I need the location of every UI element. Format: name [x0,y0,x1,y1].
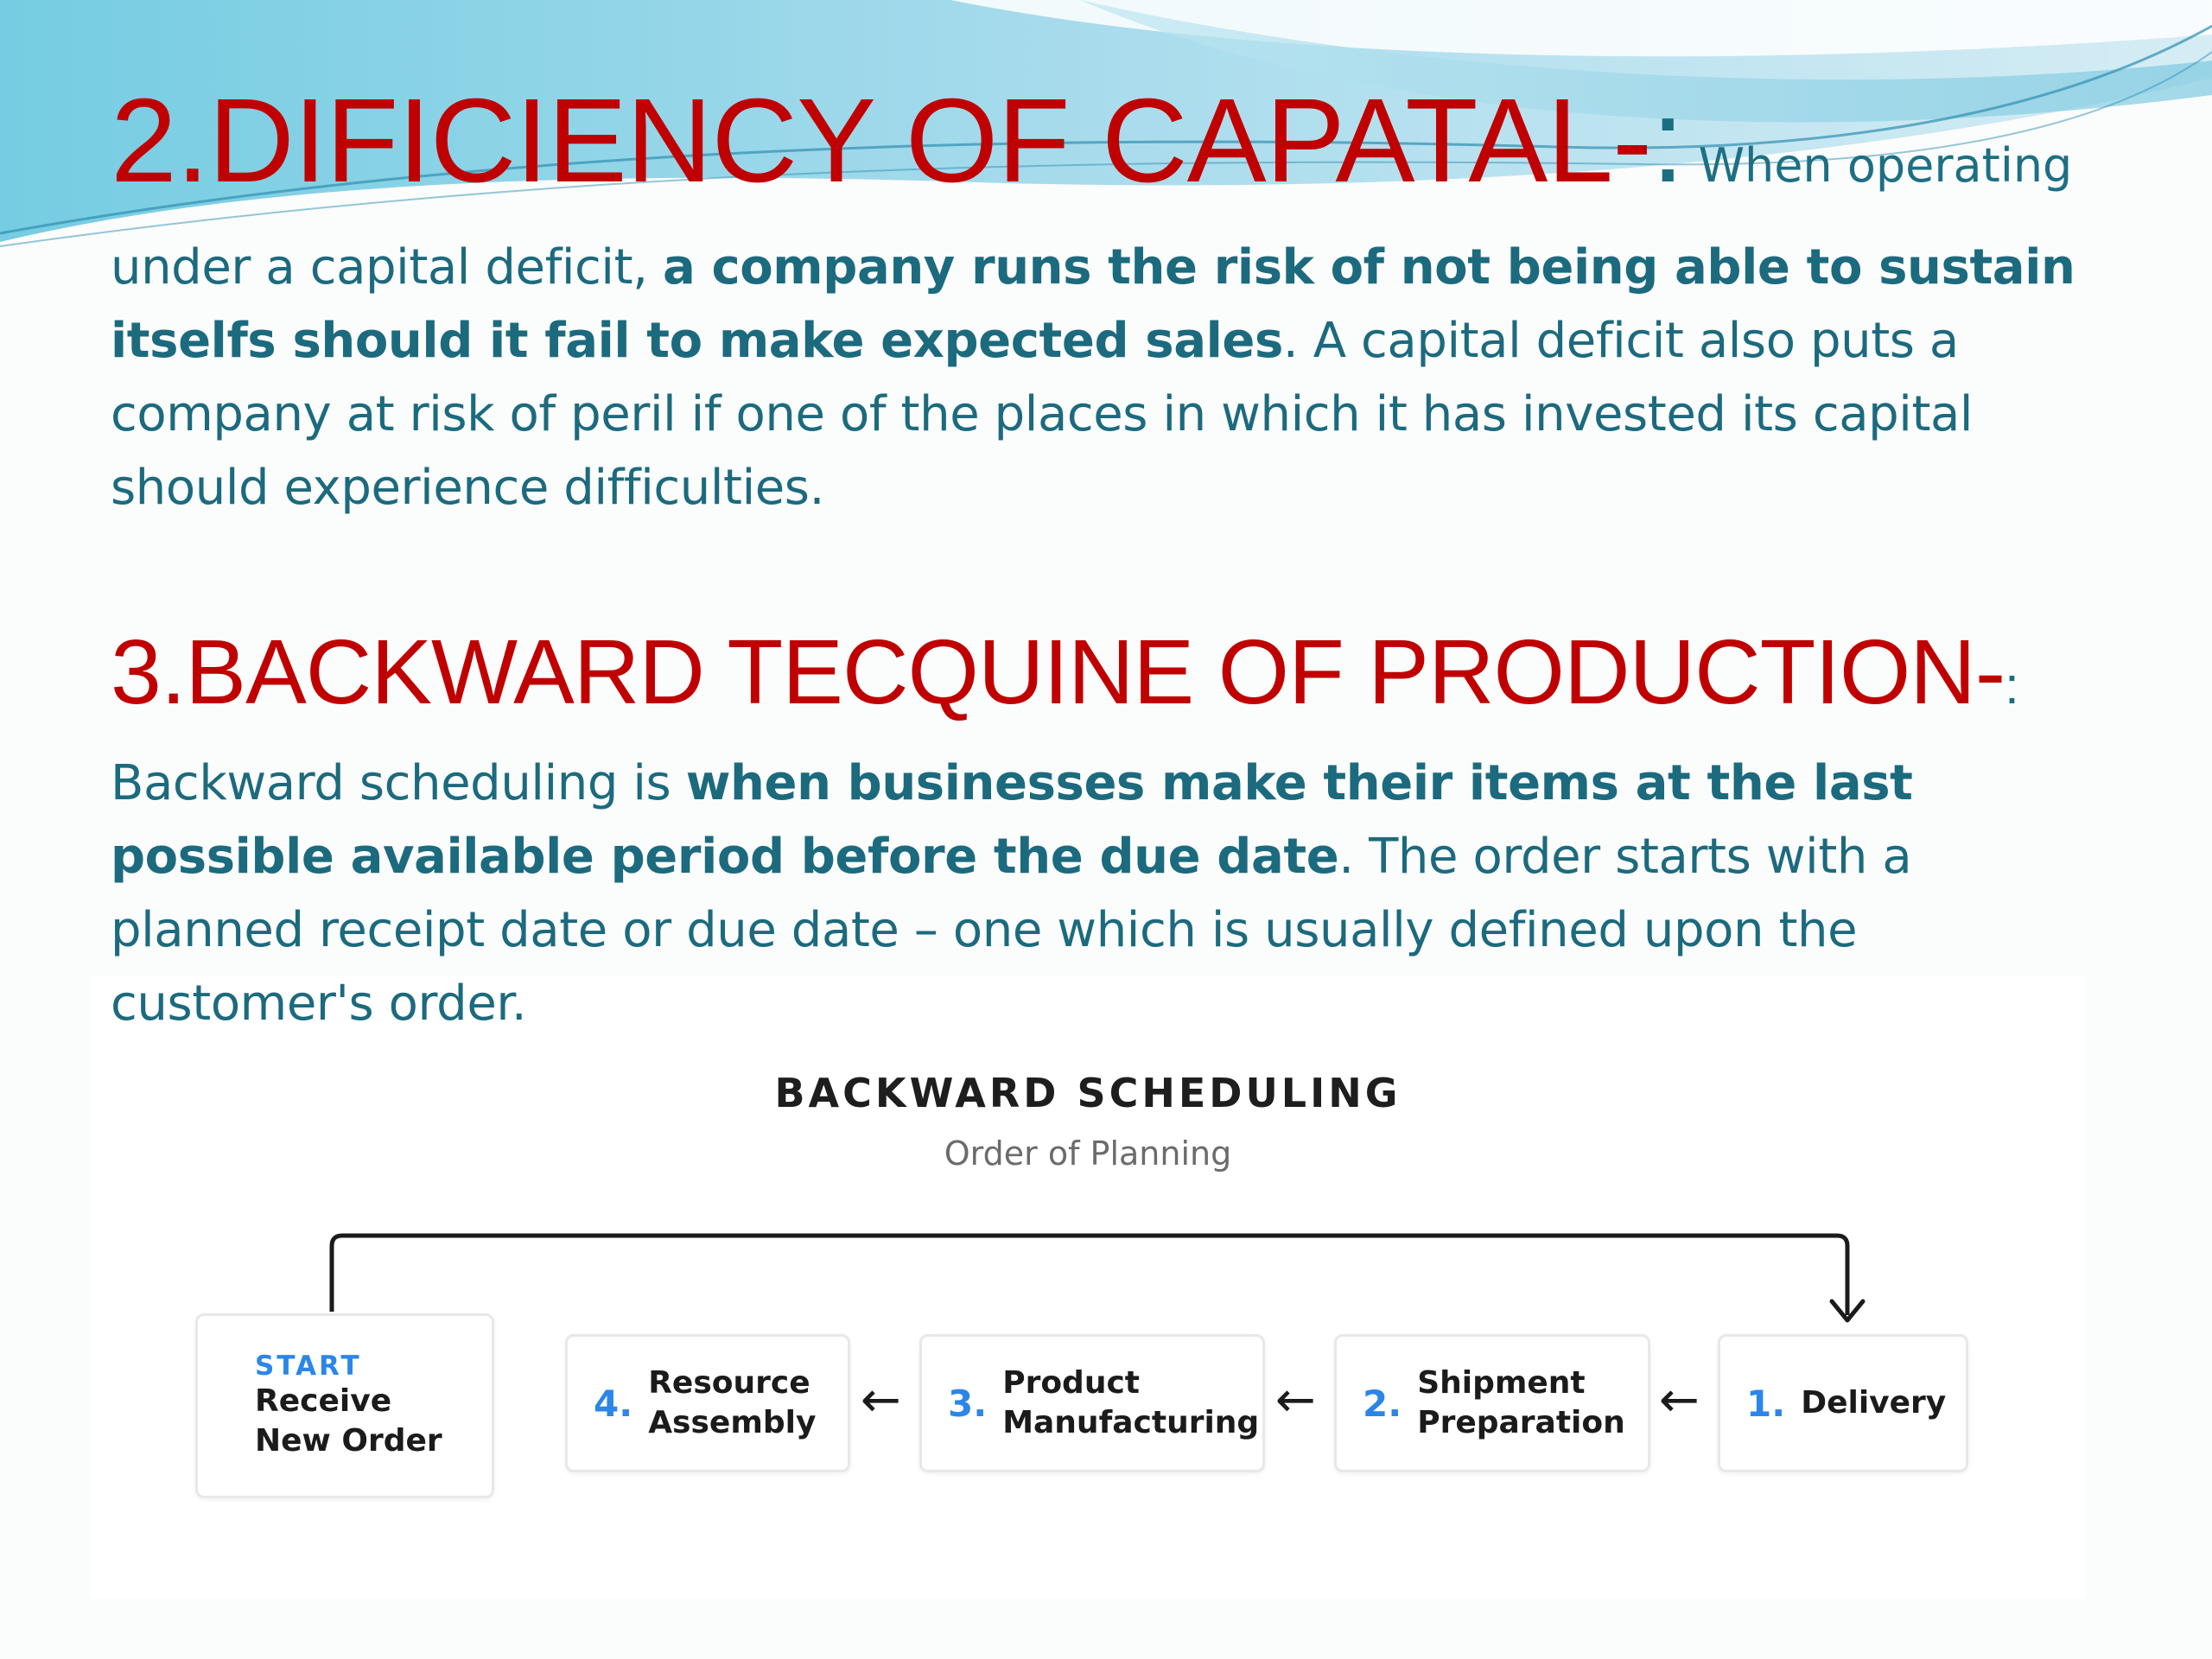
arrow-left-icon: ← [1275,1372,1316,1428]
diagram-subtitle: Order of Planning [944,1135,1232,1173]
diagram-title: BACKWARD SCHEDULING [774,1070,1402,1116]
start-line-1: Receive [255,1383,392,1419]
arrow-left-icon: ← [1659,1372,1700,1428]
section2-paragraph [111,231,2098,524]
step-number: 4. [594,1382,633,1425]
section-capital-deficiency [111,76,2098,524]
feedback-connector [90,976,2086,1599]
step-number: 1. [1746,1382,1786,1425]
arrow-left-icon: ← [861,1372,901,1428]
section3-text-2: . The order starts with a planned receipt date or due date – one which is usually defined upon the customer's order. [111,829,1912,1032]
step-label-line-1: Shipment [1417,1365,1586,1401]
section3-heading-line [111,612,2098,747]
section2-heading-line [111,76,2098,231]
step-delivery [1718,1334,1968,1472]
step-shipment-preparation [1334,1334,1650,1472]
section3-heading: 3.BACKWARD TECQUINE OF PRODUCTION- [111,621,2005,723]
step-label-line-2: Assembly [648,1405,817,1440]
section-backward-production [111,612,2098,1040]
step-number: 2. [1363,1382,1402,1425]
section2-heading: 2.DIFICIENCY OF CAPATAL- [111,74,1652,207]
section2-inline-text: When operating [1683,138,2073,193]
section3-text-1: Backward scheduling is [111,755,686,811]
section2-text-1: under a capital deficit, [111,239,663,296]
step-number: 3. [948,1382,988,1425]
section3-heading-colon: : [2005,657,2018,715]
step-label-line-2: Preparation [1417,1405,1625,1440]
step-label-line-1: Delivery [1801,1385,1947,1421]
section2-heading-colon: : [1651,74,1684,207]
section3-bold-text: when businesses make their items at the last possible available period before the due date [111,755,1913,885]
section3-paragraph [111,747,2098,1040]
start-box [195,1313,494,1498]
section2-text-2: . A capital deficit also puts a company at risk of peril if one of the places in which it has invested its capital should experience difficulties. [111,313,1974,516]
step-resource-assembly [565,1334,850,1472]
step-product-manufacturing [919,1334,1265,1472]
step-label-line-2: Manufacturing [1002,1405,1260,1440]
start-tag: START [255,1351,362,1382]
backward-scheduling-diagram [90,976,2086,1599]
step-label-line-1: Resource [648,1365,810,1401]
section2-bold-text: a company runs the risk of not being able to sustain itselfs should it fail to make expected sales [111,239,2075,369]
step-label-line-1: Product [1002,1365,1141,1401]
start-line-2: New Order [255,1423,442,1459]
